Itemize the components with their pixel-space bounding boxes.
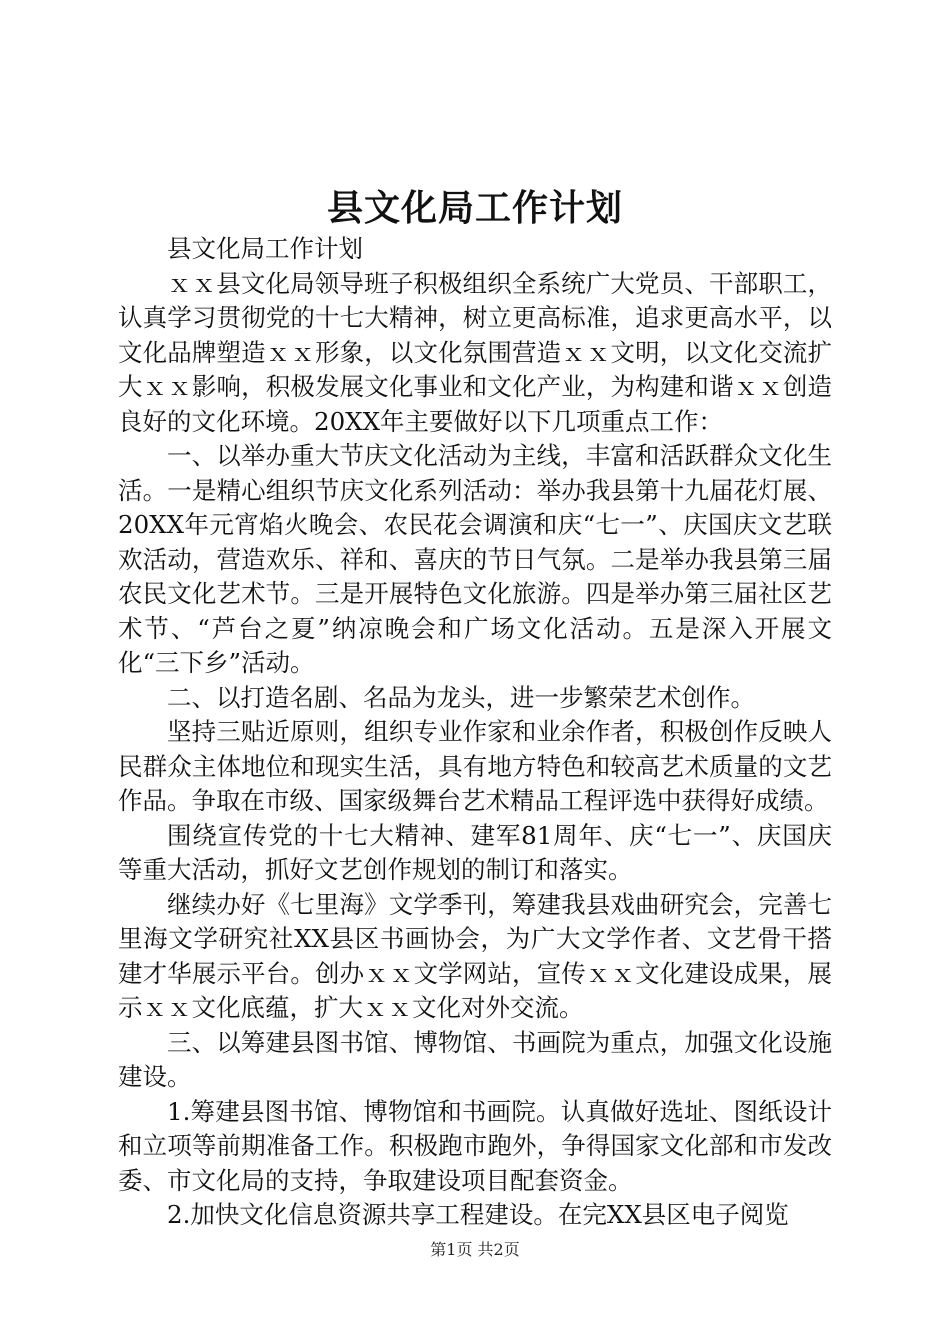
document-title: 县文化局工作计划 [326,187,623,229]
page-footer: 第1页 共2页 [430,1240,520,1259]
paragraph: 1.筹建县图书馆、博物馆和书画院。认真做好选址、图纸设计和立项等前期准备工作。积极跑市跑外，争得国家文化部和市发改委、市文化局的支持，争取建设项目配套资金。 [118,1096,832,1195]
paragraph: 县文化局工作计划 [167,234,363,263]
paragraph: 二、以打造名剧、名品为龙头，进一步繁荣艺术创作。 [167,682,755,712]
paragraph: 2.加快文化信息资源共享工程建设。在完XX县区电子阅览 [167,1200,789,1229]
paragraph: 继续办好《七里海》文学季刊，筹建我县戏曲研究会，完善七里海文学研究社XX县区书画协会，为广大文学作者、文艺骨干搭建才华展示平台。创办ｘｘ文学网站，宣传ｘｘ文化建设成果，展示ｘｘ文化底蕴，扩大ｘｘ文化对外交流。 [118,889,832,1022]
paragraph: 三、以筹建县图书馆、博物馆、书画院为重点，加强文化设施建设。 [118,1027,832,1091]
paragraph: ｘｘ县文化局领导班子积极组织全系统广大党员、干部职工，认真学习贯彻党的十七大精神，树立更高标准，追求更高水平，以文化品牌塑造ｘｘ形象，以文化氛围营造ｘｘ文明，以文化交流扩大ｘｘ影响，积极发展文化事业和文化产业，为构建和谐ｘｘ创造良好的文化环境。20XX年主要做好以下几项重点工作： [118,268,832,436]
paragraph: 一、以举办重大节庆文化活动为主线，丰富和活跃群众文化生活。一是精心组织节庆文化系列活动：举办我县第十九届花灯展、20XX年元宵焰火晚会、农民花会调演和庆“七一”、庆国庆文艺联欢活动，营造欢乐、祥和、喜庆的节日气氛。二是举办我县第三届农民文化艺术节。三是开展特色文化旅游。四是举办第三届社区艺术节、“芦台之夏”纳凉晚会和广场文化活动。五是深入开展文化“三下乡”活动。 [118,441,832,677]
paragraph: 坚持三贴近原则，组织专业作家和业余作者，积极创作反映人民群众主体地位和现实生活，具有地方特色和较高艺术质量的文艺作品。争取在市级、国家级舞台艺术精品工程评选中获得好成绩。 [118,717,832,815]
document-body [118,232,832,1233]
paragraph: 围绕宣传党的十七大精神、建军81周年、庆“七一”、庆国庆等重大活动，抓好文艺创作规划的制订和落实。 [118,820,832,884]
